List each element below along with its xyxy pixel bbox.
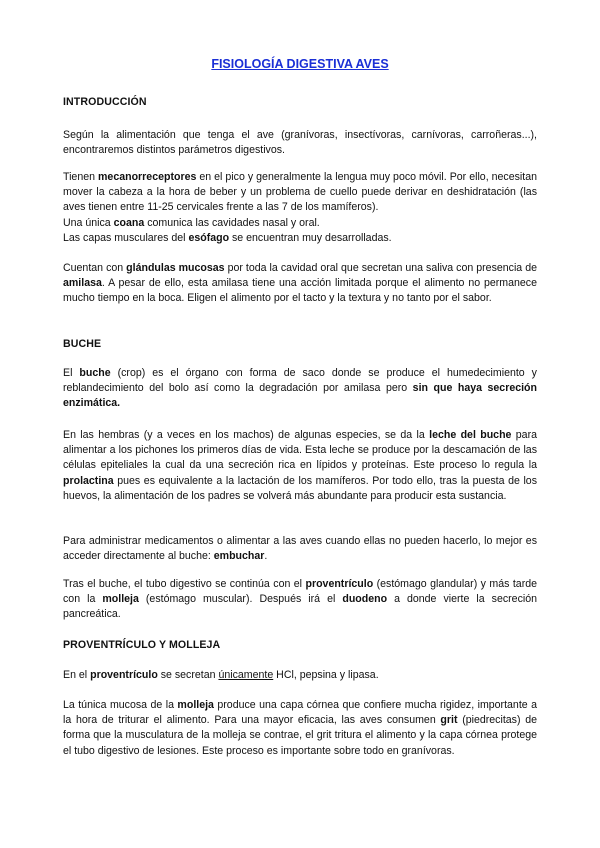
paragraph-text	[63, 577, 537, 623]
text-run: se secretan	[157, 669, 219, 681]
text-run: en el pico y generalmente la lengua muy poco móvil. Por ello, necesitan mover la cabeza a la hora de beber y un problema de cuello puede derivar en deshidratación (las aves tienen entre 11-25 cervicales frente a las 7 de los mamíferos).	[63, 171, 537, 214]
bold-term: molleja	[102, 593, 139, 606]
paragraph-proventriculo-1	[63, 668, 537, 683]
text-run: Para administrar medicamentos o alimentar a las aves cuando ellas no pueden hacerlo, lo mejor es acceder directamente al buche:	[63, 535, 537, 563]
paragraph-text	[63, 698, 537, 759]
text-run: a donde vierte la secreción pancreática.	[63, 593, 537, 621]
bold-term: esófago	[188, 231, 230, 244]
text-run: Tras el buche, el tubo digestivo se continúa con el	[63, 578, 306, 590]
text-run: Las capas musculares del	[63, 231, 189, 244]
paragraph-text	[63, 428, 537, 504]
paragraph-buche-1	[63, 366, 537, 412]
paragraph-text	[63, 366, 537, 412]
bold-term: duodeno	[342, 593, 388, 606]
text-run: .	[264, 550, 268, 563]
paragraph-text	[63, 261, 537, 307]
paragraph-text: Según la alimentación que tenga el ave (granívoras, insectívoras, carnívoras, carroñeras...), encontraremos distintos parámetros digestivos.	[63, 129, 537, 157]
text-run: (crop) es el órgano con forma de saco donde se produce el humedecimiento y reblandecimiento del bolo así como la degradación por amilasa pero	[63, 367, 537, 395]
paragraph-intro-3	[63, 261, 537, 307]
text-run: produce una capa córnea que confiere mucha rigidez, importante a la hora de triturar el alimento. Para una mayor eficacia, las aves consumen	[63, 699, 537, 727]
paragraph-text	[63, 170, 537, 216]
document-title: FISIOLOGÍA DIGESTIVA AVES	[211, 57, 389, 71]
text-run: comunica las cavidades nasal y oral.	[144, 216, 320, 229]
text-run: En las hembras (y a veces en los machos) de algunas especies, se da la	[63, 429, 430, 441]
text-run: La túnica mucosa de la	[63, 699, 178, 711]
paragraph-proventriculo-2	[63, 698, 537, 759]
text-run: para alimentar a los pichones los primeros días de vida. Esta leche se produce por la descamación de las células epiteliales la cual da una secreción rica en lípidos y proteínas. Este proceso lo regula la	[63, 429, 537, 472]
bold-term: leche del buche	[429, 429, 512, 441]
text-run: En el	[63, 669, 91, 681]
heading-proventriculo: PROVENTRÍCULO Y MOLLEJA	[63, 639, 221, 651]
paragraph-text	[63, 534, 537, 564]
paragraph-buche-2	[63, 428, 537, 504]
bold-term: mecanorreceptores	[98, 171, 197, 183]
bold-term: sin que haya secreción enzimática.	[63, 382, 537, 410]
bold-term: buche	[79, 367, 111, 379]
text-run: (estómago muscular). Después irá el	[138, 593, 343, 606]
paragraph-intro-2	[63, 170, 537, 246]
text-run: se encuentran muy desarrolladas.	[229, 231, 392, 244]
paragraph-text	[63, 668, 537, 683]
heading-introduccion: INTRODUCCIÓN	[63, 96, 147, 108]
paragraph-buche-3	[63, 534, 537, 564]
paragraph-intro-1	[63, 128, 537, 158]
text-run: (estómago glandular) y más tarde con la	[63, 578, 537, 606]
bold-term: proventrículo	[305, 578, 374, 590]
bold-term: proventrículo	[90, 669, 158, 681]
text-run: pues es equivalente a la lactación de los mamíferos. Por todo ello, tras la puesta de los huevos, la alimentación de los padres se volverá más abundante para producir esta sustancia.	[63, 474, 537, 502]
text-run: por toda la cavidad oral que secretan una saliva con presencia de	[224, 262, 537, 274]
text-run: Tienen	[63, 171, 99, 183]
paragraph-text	[63, 231, 537, 246]
text-run: . A pesar de ello, esta amilasa tiene una acción limitada porque el alimento no permanece mucho tiempo en la boca. Eligen el alimento por el tacto y la textura y no tanto por el sabor.	[63, 277, 537, 305]
bold-term: molleja	[177, 699, 214, 711]
bold-term: grit	[440, 714, 458, 727]
text-run: El	[63, 367, 80, 379]
text-run: HCl, pepsina y lipasa.	[273, 669, 379, 681]
bold-term: coana	[113, 216, 145, 229]
paragraph-buche-4	[63, 577, 537, 623]
heading-buche: BUCHE	[63, 338, 102, 350]
text-run: Cuentan con	[63, 262, 127, 274]
text-run: (piedrecitas) de forma que la musculatura de la molleja se contrae, el grit tritura el alimento y la capa córnea protege el tubo digestivo de lesiones. Este proceso es importante sobre todo en granívoras.	[63, 714, 537, 757]
bold-term: glándulas mucosas	[126, 262, 225, 274]
bold-term: embuchar	[213, 550, 265, 563]
text-run: Una única	[63, 216, 114, 229]
bold-term: amilasa	[63, 277, 102, 290]
underlined-term: únicamente	[218, 669, 274, 681]
bold-term: prolactina	[63, 474, 114, 487]
paragraph-text	[63, 216, 537, 231]
